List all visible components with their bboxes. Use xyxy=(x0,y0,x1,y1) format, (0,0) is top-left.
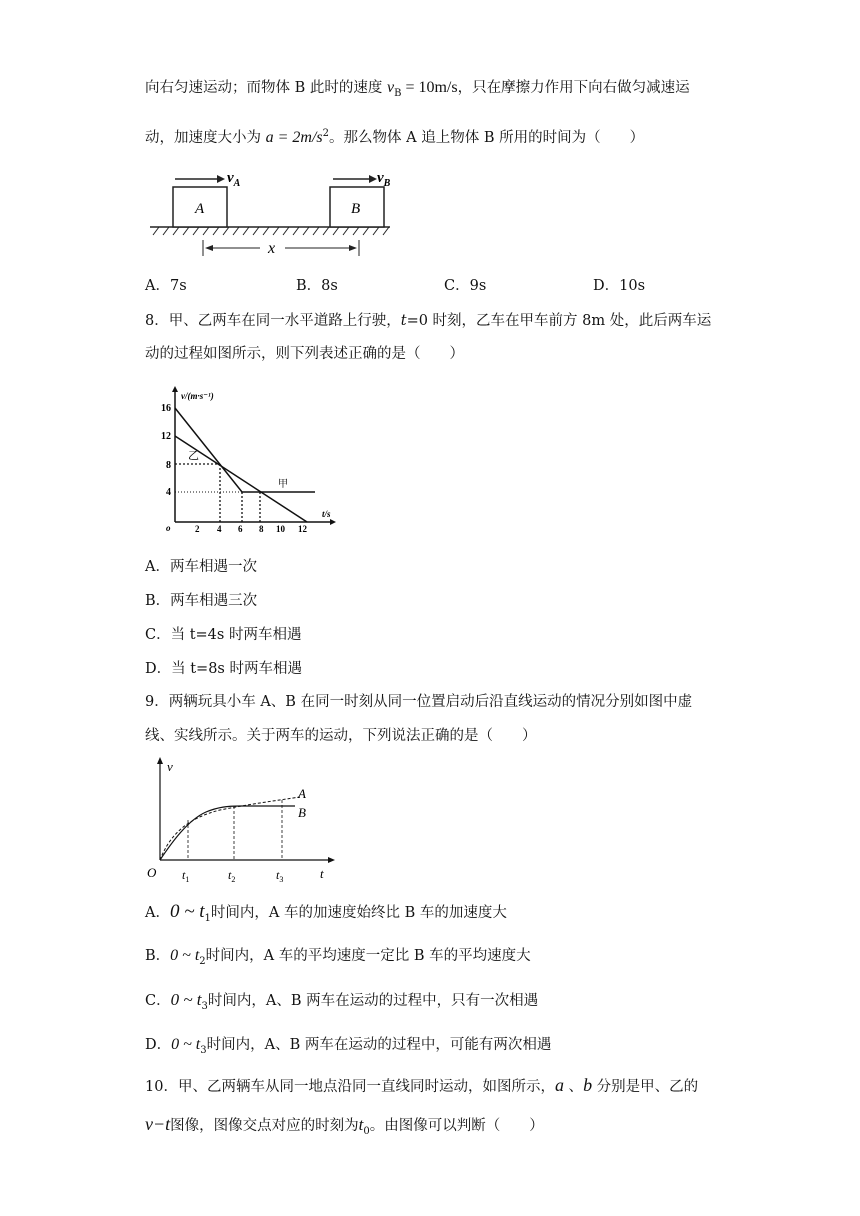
q9-vt-graph xyxy=(140,756,340,886)
option-prefix: D． xyxy=(145,1037,172,1053)
q8-origin: o xyxy=(166,523,171,533)
option-prefix: B． xyxy=(145,948,171,964)
q8-ytick-16: 16 xyxy=(161,403,171,414)
q9-label-a: A xyxy=(298,786,306,801)
q8-xtick-6: 6 xyxy=(238,524,243,534)
q9-range-sub: 3 xyxy=(200,1044,207,1056)
q9-option-a[interactable] xyxy=(145,902,507,929)
q8-xtick-10: 10 xyxy=(276,524,285,534)
block-a-label: A xyxy=(195,201,205,217)
q8-option-b[interactable]: B．两车相遇三次 xyxy=(145,593,258,609)
q8-xtick-8: 8 xyxy=(259,524,264,534)
q8-ytick-12: 12 xyxy=(161,431,171,442)
q8-line-2: 动的过程如图所示，则下列表述正确的是（ ） xyxy=(145,346,464,362)
q10-t0-sub: 0 xyxy=(363,1125,370,1137)
q9-tick-t1: $t_1$ xyxy=(182,868,190,884)
option-text: 时间内，A 车的加速度始终比 B 车的加速度大 xyxy=(210,905,507,921)
q8-label-jia: 甲 xyxy=(278,479,288,490)
q10-text: 分别是甲、乙的 xyxy=(592,1079,699,1095)
q8-xtick-12: 12 xyxy=(298,524,307,534)
q10-text: 。由图像可以判断（ ） xyxy=(369,1118,544,1134)
q9-option-c[interactable] xyxy=(145,990,538,1017)
q10-separator: 、 xyxy=(563,1079,584,1095)
q7-option-a[interactable]: A．7s xyxy=(145,278,187,294)
q8-line-1 xyxy=(145,311,711,331)
q7-vb-value: = 10m/s xyxy=(401,79,458,96)
q9-range: 0 ~ t xyxy=(171,1036,201,1053)
q7-text: 向右匀速运动；而物体 B 此时的速度 xyxy=(145,80,387,96)
option-prefix: A． xyxy=(145,905,170,921)
q9-range-sub: 3 xyxy=(201,1000,208,1012)
q10-text: 图像，图像交点对应的时刻为 xyxy=(170,1118,359,1134)
q9-origin: O xyxy=(147,865,157,880)
option-text: 时间内，A、B 两车在运动的过程中，可能有两次相遇 xyxy=(206,1037,552,1053)
q9-range-sub: 1 xyxy=(204,912,211,924)
q9-range: 0 ~ t xyxy=(169,901,205,922)
q10-text: 10．甲、乙两辆车从同一地点沿同一直线同时运动，如图所示， xyxy=(145,1079,555,1095)
q7-vb-var: v xyxy=(386,79,395,96)
q8-text: 8．甲、乙两车在同一水平道路上行驶， xyxy=(145,313,401,329)
q9-option-b[interactable] xyxy=(145,946,531,972)
q8-xtick-4: 4 xyxy=(217,524,222,534)
q8-option-a[interactable]: A．两车相遇一次 xyxy=(145,559,257,575)
q7-acc-sup: 2 xyxy=(322,128,330,139)
q8-ytick-8: 8 xyxy=(166,460,171,471)
distance-label: x xyxy=(268,240,276,257)
option-text: 时间内，A 车的平均速度一定比 B 车的平均速度大 xyxy=(205,948,531,964)
va-label: $v_A$ xyxy=(227,170,241,189)
q9-range: 0 ~ t xyxy=(170,990,202,1009)
q7-option-c[interactable]: C．9s xyxy=(444,278,487,294)
q9-line-1: 9．两辆玩具小车 A、B 在同一时刻从同一位置启动后沿直线运动的情况分别如图中虚 xyxy=(145,694,693,710)
q9-line-2: 线、实线所示。关于两车的运动，下列说法正确的是（ ） xyxy=(145,728,537,744)
option-text: 时间内，A、B 两车在运动的过程中，只有一次相遇 xyxy=(207,993,539,1009)
q10-vt-label: v−t xyxy=(145,1114,171,1134)
q8-ytick-4: 4 xyxy=(166,487,171,498)
q7-vb-sub: B xyxy=(394,87,402,99)
block-b-label: B xyxy=(351,201,361,217)
q8-xtick-2: 2 xyxy=(195,524,200,534)
q7-text: ，只在摩擦力作用下向右做匀减速运 xyxy=(457,80,690,96)
q10-t0-var: t xyxy=(358,1115,364,1134)
q7-figure xyxy=(145,160,405,270)
q9-ylabel: v xyxy=(167,759,173,774)
q7-option-d[interactable]: D．10s xyxy=(593,278,646,294)
q10-var-b: b xyxy=(583,1075,593,1095)
vb-label: $v_B$ xyxy=(377,170,391,189)
q8-t-var: t xyxy=(400,313,407,329)
q7-text: 。那么物体 A 追上物体 B 所用的时间为（ ） xyxy=(329,129,645,146)
q8-ylabel: v/(m·s⁻¹) xyxy=(181,391,214,401)
q10-line-1 xyxy=(145,1075,698,1097)
q7-line-2 xyxy=(145,124,644,148)
q8-label-yi: 乙 xyxy=(188,450,199,462)
option-prefix: C． xyxy=(145,993,171,1009)
q7-acceleration: a = 2m/s xyxy=(265,128,323,146)
q8-xlabel: t/s xyxy=(322,509,331,519)
q7-text: 动，加速度大小为 xyxy=(145,129,266,146)
q8-vt-graph xyxy=(160,384,340,542)
q9-curve-b-solid xyxy=(160,806,295,860)
q7-option-b[interactable]: B．8s xyxy=(296,278,338,294)
q8-text: =0 时刻，乙车在甲车前方 8m 处，此后两车运 xyxy=(406,313,712,329)
q7-line-1 xyxy=(145,78,690,104)
q9-option-d[interactable] xyxy=(145,1035,551,1061)
q9-range-sub: 2 xyxy=(199,955,206,967)
q10-line-2 xyxy=(145,1114,544,1142)
q9-xlabel: t xyxy=(320,866,324,881)
q9-label-b: B xyxy=(298,805,306,820)
q9-tick-t2: $t_2$ xyxy=(228,868,236,884)
q9-range: 0 ~ t xyxy=(170,947,200,964)
q8-option-d[interactable]: D．当 t=8s 时两车相遇 xyxy=(145,661,302,677)
q10-var-a: a xyxy=(554,1075,564,1095)
q9-tick-t3: $t_3$ xyxy=(276,868,284,884)
q8-option-c[interactable]: C．当 t=4s 时两车相遇 xyxy=(145,627,302,643)
